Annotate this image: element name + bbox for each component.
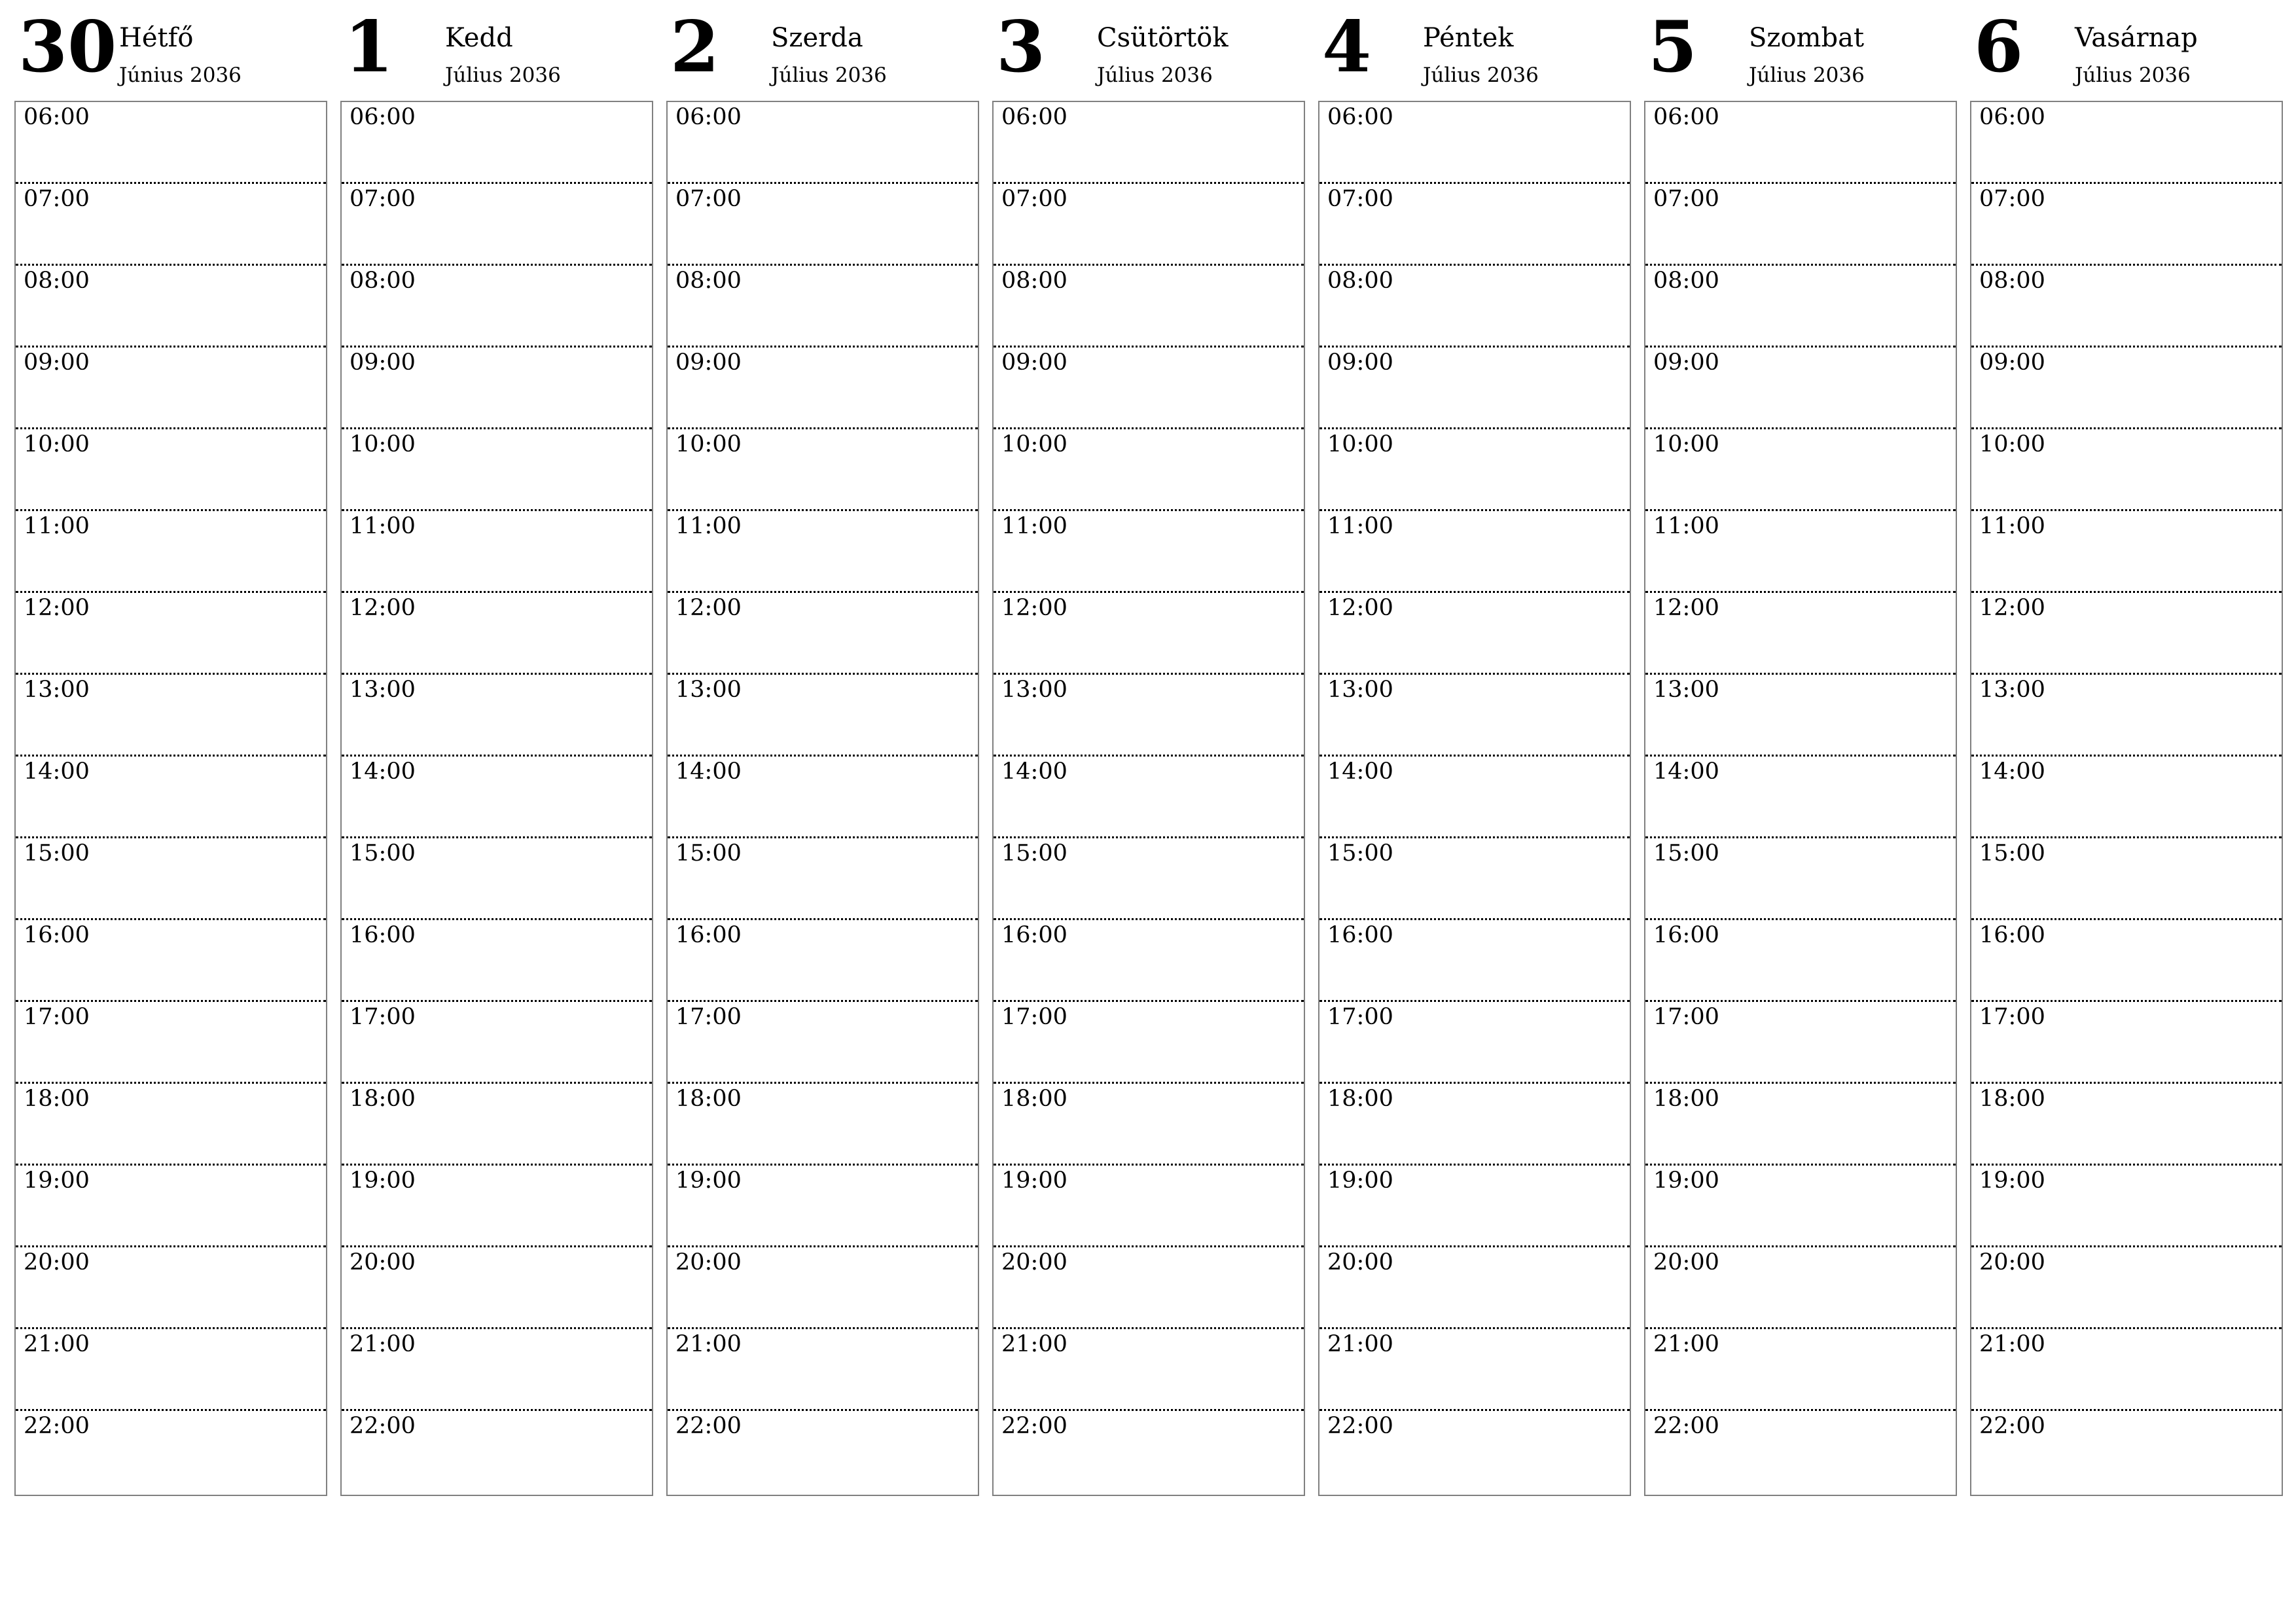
day-name: Hétfő: [119, 23, 194, 53]
time-label: 20:00: [675, 1249, 742, 1275]
day-name: Vasárnap: [2075, 23, 2198, 53]
time-label: 17:00: [675, 1004, 742, 1030]
time-slot[interactable]: [342, 1002, 652, 1084]
time-label: 11:00: [675, 513, 742, 539]
time-slot[interactable]: [1971, 1329, 2282, 1411]
time-slot[interactable]: [342, 675, 652, 757]
time-slot[interactable]: [16, 1084, 326, 1166]
time-label: 18:00: [675, 1086, 742, 1112]
time-slot[interactable]: [668, 1329, 978, 1411]
time-label: 12:00: [1653, 595, 1719, 621]
time-slot[interactable]: [342, 1166, 652, 1247]
time-slot[interactable]: [994, 266, 1304, 348]
time-label: 18:00: [350, 1086, 416, 1112]
time-slot[interactable]: [1971, 675, 2282, 757]
time-slot[interactable]: [342, 348, 652, 429]
time-label: 08:00: [1653, 268, 1719, 294]
day-number: 30: [18, 6, 117, 88]
time-label: 17:00: [1327, 1004, 1393, 1030]
time-label: 20:00: [1979, 1249, 2045, 1275]
time-slot[interactable]: [668, 511, 978, 593]
time-slot[interactable]: [342, 429, 652, 511]
time-label: 14:00: [24, 758, 90, 785]
time-label: 14:00: [1979, 758, 2045, 785]
time-label: 09:00: [1327, 349, 1393, 376]
time-label: 22:00: [1979, 1413, 2045, 1439]
time-label: 06:00: [24, 104, 90, 130]
time-slot[interactable]: [1971, 1247, 2282, 1329]
time-slot[interactable]: [1645, 266, 1956, 348]
time-label: 15:00: [1001, 840, 1067, 866]
time-slot[interactable]: [1971, 920, 2282, 1002]
time-slot[interactable]: [994, 1166, 1304, 1247]
time-slot[interactable]: [1645, 184, 1956, 266]
day-header: [1644, 0, 1957, 101]
time-label: 21:00: [24, 1331, 90, 1357]
time-slot[interactable]: [668, 102, 978, 184]
time-label: 19:00: [1001, 1168, 1067, 1194]
time-slot[interactable]: [668, 1002, 978, 1084]
time-slot[interactable]: [342, 1084, 652, 1166]
time-label: 19:00: [1979, 1168, 2045, 1194]
time-slot[interactable]: [1971, 429, 2282, 511]
time-label: 13:00: [1979, 677, 2045, 703]
time-slot[interactable]: [342, 920, 652, 1002]
time-label: 08:00: [1327, 268, 1393, 294]
time-label: 09:00: [1001, 349, 1067, 376]
time-slot[interactable]: [994, 920, 1304, 1002]
day-month: Július 2036: [445, 63, 561, 87]
time-label: 10:00: [1653, 431, 1719, 457]
time-slot[interactable]: [1319, 1084, 1630, 1166]
time-label: 22:00: [1327, 1413, 1393, 1439]
time-label: 06:00: [1653, 104, 1719, 130]
time-label: 06:00: [1001, 104, 1067, 130]
time-label: 08:00: [350, 268, 416, 294]
day-header: [1318, 0, 1631, 101]
time-label: 15:00: [1979, 840, 2045, 866]
day-schedule-box: [1644, 101, 1957, 1496]
time-slot[interactable]: [668, 1166, 978, 1247]
time-slot[interactable]: [668, 1247, 978, 1329]
time-label: 18:00: [1327, 1086, 1393, 1112]
day-month: Július 2036: [1749, 63, 1865, 87]
day-month: Július 2036: [771, 63, 887, 87]
time-label: 15:00: [675, 840, 742, 866]
time-slot[interactable]: [994, 511, 1304, 593]
time-slot[interactable]: [1319, 266, 1630, 348]
time-label: 14:00: [675, 758, 742, 785]
time-slot[interactable]: [342, 1329, 652, 1411]
time-slot[interactable]: [1971, 266, 2282, 348]
time-slot[interactable]: [668, 675, 978, 757]
time-label: 11:00: [1327, 513, 1393, 539]
day-name: Péntek: [1423, 23, 1514, 53]
day-header: [666, 0, 979, 101]
time-slot[interactable]: [994, 184, 1304, 266]
time-slot[interactable]: [16, 184, 326, 266]
time-label: 16:00: [1653, 922, 1719, 948]
time-slot[interactable]: [1645, 1411, 1956, 1493]
time-label: 11:00: [1979, 513, 2045, 539]
time-label: 19:00: [350, 1168, 416, 1194]
time-slot[interactable]: [994, 838, 1304, 920]
time-slot[interactable]: [1319, 675, 1630, 757]
time-slot[interactable]: [16, 1166, 326, 1247]
time-slot[interactable]: [16, 675, 326, 757]
time-slot[interactable]: [1971, 1002, 2282, 1084]
day-column: [992, 0, 1305, 1439]
day-month: Július 2036: [1423, 63, 1539, 87]
day-column: [1644, 0, 1957, 1439]
time-label: 10:00: [350, 431, 416, 457]
time-slot[interactable]: [668, 838, 978, 920]
time-slot[interactable]: [16, 1002, 326, 1084]
time-slot[interactable]: [1645, 1084, 1956, 1166]
day-month: Július 2036: [1097, 63, 1213, 87]
time-slot[interactable]: [342, 266, 652, 348]
time-label: 07:00: [1979, 186, 2045, 212]
time-label: 07:00: [675, 186, 742, 212]
time-slot[interactable]: [994, 429, 1304, 511]
day-month: Június 2036: [119, 63, 242, 87]
time-slot[interactable]: [16, 757, 326, 838]
time-slot[interactable]: [342, 757, 652, 838]
time-slot[interactable]: [668, 348, 978, 429]
day-schedule-box: [340, 101, 653, 1496]
time-label: 21:00: [1001, 1331, 1067, 1357]
time-slot[interactable]: [16, 920, 326, 1002]
time-label: 22:00: [1653, 1413, 1719, 1439]
time-slot[interactable]: [342, 838, 652, 920]
time-label: 22:00: [675, 1413, 742, 1439]
time-label: 22:00: [24, 1413, 90, 1439]
time-slot[interactable]: [668, 920, 978, 1002]
time-label: 08:00: [1979, 268, 2045, 294]
time-label: 12:00: [24, 595, 90, 621]
time-label: 16:00: [1979, 922, 2045, 948]
time-slot[interactable]: [16, 1329, 326, 1411]
time-label: 06:00: [1327, 104, 1393, 130]
time-label: 21:00: [1979, 1331, 2045, 1357]
time-slot[interactable]: [1971, 184, 2282, 266]
time-label: 08:00: [675, 268, 742, 294]
time-label: 10:00: [24, 431, 90, 457]
time-slot[interactable]: [1971, 348, 2282, 429]
time-label: 10:00: [675, 431, 742, 457]
time-slot[interactable]: [1645, 1166, 1956, 1247]
time-label: 12:00: [1979, 595, 2045, 621]
time-label: 09:00: [24, 349, 90, 376]
time-slot[interactable]: [16, 1247, 326, 1329]
day-number: 1: [344, 6, 394, 88]
time-label: 10:00: [1001, 431, 1067, 457]
time-slot[interactable]: [1645, 838, 1956, 920]
time-label: 22:00: [1001, 1413, 1067, 1439]
time-label: 14:00: [1001, 758, 1067, 785]
day-header: [992, 0, 1305, 101]
time-slot[interactable]: [1319, 1166, 1630, 1247]
time-label: 11:00: [24, 513, 90, 539]
time-label: 17:00: [24, 1004, 90, 1030]
time-label: 17:00: [350, 1004, 416, 1030]
day-number: 2: [670, 6, 720, 88]
time-slot[interactable]: [16, 429, 326, 511]
time-label: 19:00: [1327, 1168, 1393, 1194]
time-label: 16:00: [1001, 922, 1067, 948]
time-label: 17:00: [1653, 1004, 1719, 1030]
time-slot[interactable]: [1319, 429, 1630, 511]
time-label: 22:00: [350, 1413, 416, 1439]
time-label: 09:00: [1979, 349, 2045, 376]
time-slot[interactable]: [1971, 1166, 2282, 1247]
time-label: 10:00: [1327, 431, 1393, 457]
day-name: Csütörtök: [1097, 23, 1229, 53]
time-label: 18:00: [1001, 1086, 1067, 1112]
time-label: 12:00: [1001, 595, 1067, 621]
time-label: 19:00: [24, 1168, 90, 1194]
time-slot[interactable]: [1319, 348, 1630, 429]
day-number: 3: [996, 6, 1046, 88]
time-label: 07:00: [1001, 186, 1067, 212]
time-slot[interactable]: [16, 266, 326, 348]
time-label: 13:00: [1001, 677, 1067, 703]
time-slot[interactable]: [1319, 920, 1630, 1002]
time-slot[interactable]: [342, 1247, 652, 1329]
time-slot[interactable]: [994, 1002, 1304, 1084]
time-slot[interactable]: [1971, 593, 2282, 675]
time-label: 12:00: [350, 595, 416, 621]
day-column: [1970, 0, 2283, 1439]
time-label: 15:00: [1327, 840, 1393, 866]
time-slot[interactable]: [16, 511, 326, 593]
time-label: 07:00: [350, 186, 416, 212]
time-slot[interactable]: [1319, 511, 1630, 593]
day-column: [14, 0, 327, 1439]
day-header: [340, 0, 653, 101]
time-slot[interactable]: [1971, 1411, 2282, 1493]
day-schedule-box: [666, 101, 979, 1496]
day-month: Július 2036: [2075, 63, 2191, 87]
time-label: 13:00: [350, 677, 416, 703]
day-schedule-box: [992, 101, 1305, 1496]
time-slot[interactable]: [994, 757, 1304, 838]
time-slot[interactable]: [1645, 102, 1956, 184]
time-label: 17:00: [1001, 1004, 1067, 1030]
time-slot[interactable]: [668, 1411, 978, 1493]
time-slot[interactable]: [1645, 675, 1956, 757]
time-label: 16:00: [350, 922, 416, 948]
time-label: 12:00: [1327, 595, 1393, 621]
time-slot[interactable]: [16, 838, 326, 920]
time-label: 13:00: [675, 677, 742, 703]
time-slot[interactable]: [1971, 102, 2282, 184]
day-schedule-box: [1318, 101, 1631, 1496]
time-slot[interactable]: [994, 1247, 1304, 1329]
time-slot[interactable]: [994, 675, 1304, 757]
time-label: 08:00: [24, 268, 90, 294]
time-label: 18:00: [1653, 1086, 1719, 1112]
time-slot[interactable]: [994, 1329, 1304, 1411]
day-schedule-box: [1970, 101, 2283, 1496]
time-label: 09:00: [675, 349, 742, 376]
time-label: 20:00: [24, 1249, 90, 1275]
time-slot[interactable]: [16, 1411, 326, 1493]
time-label: 15:00: [24, 840, 90, 866]
day-column: [340, 0, 653, 1439]
time-label: 14:00: [1653, 758, 1719, 785]
time-slot[interactable]: [1645, 1247, 1956, 1329]
time-label: 16:00: [24, 922, 90, 948]
time-slot[interactable]: [1645, 429, 1956, 511]
time-slot[interactable]: [994, 102, 1304, 184]
time-label: 17:00: [1979, 1004, 2045, 1030]
time-slot[interactable]: [1319, 184, 1630, 266]
day-name: Szerda: [771, 23, 863, 53]
time-slot[interactable]: [1971, 838, 2282, 920]
time-slot[interactable]: [994, 593, 1304, 675]
time-slot[interactable]: [342, 1411, 652, 1493]
time-label: 13:00: [1653, 677, 1719, 703]
time-slot[interactable]: [342, 102, 652, 184]
time-label: 06:00: [350, 104, 416, 130]
time-label: 07:00: [1653, 186, 1719, 212]
time-slot[interactable]: [668, 266, 978, 348]
time-slot[interactable]: [1645, 920, 1956, 1002]
day-header: [1970, 0, 2283, 101]
time-label: 06:00: [1979, 104, 2045, 130]
time-label: 21:00: [350, 1331, 416, 1357]
time-label: 18:00: [1979, 1086, 2045, 1112]
time-label: 16:00: [1327, 922, 1393, 948]
time-label: 06:00: [675, 104, 742, 130]
day-header: [14, 0, 327, 101]
time-slot[interactable]: [1319, 1329, 1630, 1411]
time-slot[interactable]: [1971, 1084, 2282, 1166]
time-label: 20:00: [1653, 1249, 1719, 1275]
time-slot[interactable]: [342, 593, 652, 675]
time-slot[interactable]: [1645, 348, 1956, 429]
time-label: 08:00: [1001, 268, 1067, 294]
time-label: 20:00: [1327, 1249, 1393, 1275]
time-label: 19:00: [675, 1168, 742, 1194]
time-label: 21:00: [675, 1331, 742, 1357]
time-slot[interactable]: [668, 757, 978, 838]
time-slot[interactable]: [1971, 511, 2282, 593]
time-label: 16:00: [675, 922, 742, 948]
time-slot[interactable]: [1645, 511, 1956, 593]
day-schedule-box: [14, 101, 327, 1496]
time-label: 21:00: [1327, 1331, 1393, 1357]
time-label: 07:00: [1327, 186, 1393, 212]
time-label: 12:00: [675, 595, 742, 621]
time-label: 19:00: [1653, 1168, 1719, 1194]
time-slot[interactable]: [668, 1084, 978, 1166]
time-slot[interactable]: [1319, 1247, 1630, 1329]
time-slot[interactable]: [668, 593, 978, 675]
time-slot[interactable]: [994, 1411, 1304, 1493]
time-label: 21:00: [1653, 1331, 1719, 1357]
time-slot[interactable]: [994, 348, 1304, 429]
time-slot[interactable]: [994, 1084, 1304, 1166]
time-slot[interactable]: [668, 184, 978, 266]
time-label: 09:00: [1653, 349, 1719, 376]
time-label: 20:00: [350, 1249, 416, 1275]
time-slot[interactable]: [1645, 1329, 1956, 1411]
time-label: 07:00: [24, 186, 90, 212]
time-label: 13:00: [24, 677, 90, 703]
time-slot[interactable]: [1319, 1002, 1630, 1084]
time-label: 14:00: [350, 758, 416, 785]
time-slot[interactable]: [16, 593, 326, 675]
day-number: 4: [1322, 6, 1372, 88]
time-slot[interactable]: [16, 102, 326, 184]
time-slot[interactable]: [1645, 1002, 1956, 1084]
day-number: 5: [1648, 6, 1698, 88]
time-slot[interactable]: [1319, 593, 1630, 675]
time-slot[interactable]: [1319, 757, 1630, 838]
time-slot[interactable]: [1645, 593, 1956, 675]
time-slot[interactable]: [342, 184, 652, 266]
time-slot[interactable]: [1971, 757, 2282, 838]
time-label: 18:00: [24, 1086, 90, 1112]
time-label: 11:00: [350, 513, 416, 539]
time-label: 13:00: [1327, 677, 1393, 703]
time-label: 11:00: [1001, 513, 1067, 539]
time-slot[interactable]: [668, 429, 978, 511]
time-label: 15:00: [350, 840, 416, 866]
day-number: 6: [1974, 6, 2024, 88]
time-label: 15:00: [1653, 840, 1719, 866]
time-label: 14:00: [1327, 758, 1393, 785]
time-label: 09:00: [350, 349, 416, 376]
time-label: 20:00: [1001, 1249, 1067, 1275]
time-slot[interactable]: [342, 511, 652, 593]
time-label: 10:00: [1979, 431, 2045, 457]
time-slot[interactable]: [1645, 757, 1956, 838]
time-slot[interactable]: [1319, 838, 1630, 920]
time-slot[interactable]: [1319, 102, 1630, 184]
time-label: 11:00: [1653, 513, 1719, 539]
time-slot[interactable]: [1319, 1411, 1630, 1493]
time-slot[interactable]: [16, 348, 326, 429]
day-column: [666, 0, 979, 1439]
day-column: [1318, 0, 1631, 1439]
day-name: Kedd: [445, 23, 513, 53]
day-name: Szombat: [1749, 23, 1865, 53]
